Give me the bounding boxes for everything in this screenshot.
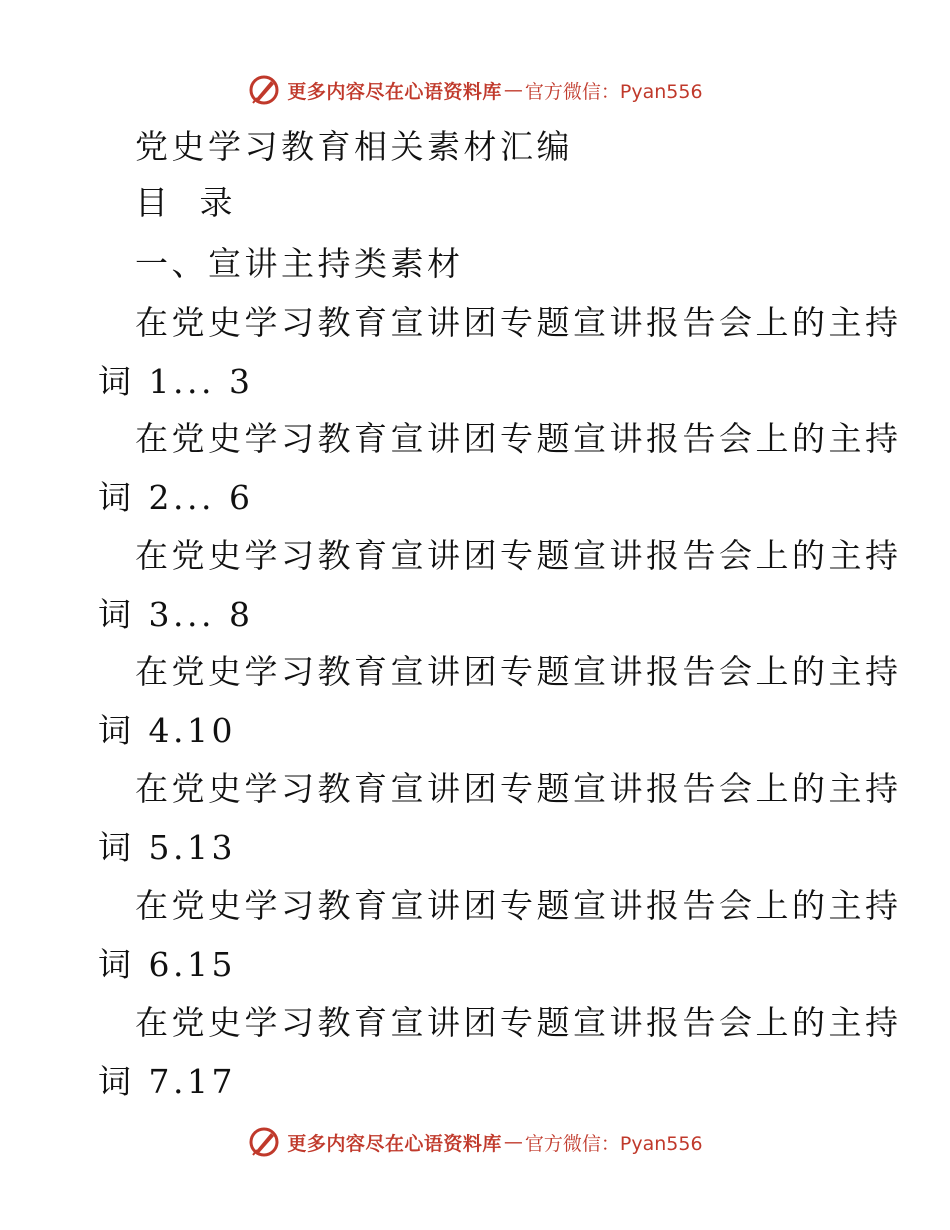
header-watermark — [0, 70, 950, 110]
toc-entry-line2[interactable]: 词 4.10 — [98, 711, 236, 750]
watermark-contact: 官方微信：Pyan556 — [524, 1132, 703, 1155]
toc-entry-line1[interactable]: 在党史学习教育宣讲团专题宣讲报告会上的主持 — [135, 886, 902, 925]
quill-logo-icon — [247, 1125, 281, 1159]
toc-entry-line1[interactable]: 在党史学习教育宣讲团专题宣讲报告会上的主持 — [135, 419, 902, 458]
watermark-contact: 官方微信：Pyan556 — [524, 80, 703, 103]
toc-entry-line1[interactable]: 在党史学习教育宣讲团专题宣讲报告会上的主持 — [135, 536, 902, 575]
toc-heading: 目 录 — [135, 183, 236, 222]
toc-entry-line1[interactable]: 在党史学习教育宣讲团专题宣讲报告会上的主持 — [135, 652, 902, 691]
toc-entry-line1[interactable]: 在党史学习教育宣讲团专题宣讲报告会上的主持 — [135, 303, 902, 342]
watermark-separator: — — [503, 79, 523, 101]
toc-entry-line2[interactable]: 词 1... 3 — [98, 362, 254, 401]
toc-entry-line2[interactable]: 词 5.13 — [98, 828, 236, 867]
toc-entry-line1[interactable]: 在党史学习教育宣讲团专题宣讲报告会上的主持 — [135, 769, 902, 808]
watermark-text: 更多内容尽在心语资料库 — [287, 80, 502, 103]
document-title: 党史学习教育相关素材汇编 — [135, 127, 573, 166]
toc-entry-line1[interactable]: 在党史学习教育宣讲团专题宣讲报告会上的主持 — [135, 1003, 902, 1042]
toc-entry-line2[interactable]: 词 3... 8 — [98, 595, 254, 634]
watermark-text: 更多内容尽在心语资料库 — [287, 1132, 502, 1155]
section-heading: 一、宣讲主持类素材 — [135, 244, 464, 283]
footer-watermark — [0, 1122, 950, 1162]
quill-logo-icon — [247, 73, 281, 107]
toc-entry-line2[interactable]: 词 2... 6 — [98, 478, 254, 517]
toc-entry-line2[interactable]: 词 6.15 — [98, 945, 236, 984]
toc-entry-line2[interactable]: 词 7.17 — [98, 1062, 236, 1101]
watermark-separator: — — [503, 1131, 523, 1153]
